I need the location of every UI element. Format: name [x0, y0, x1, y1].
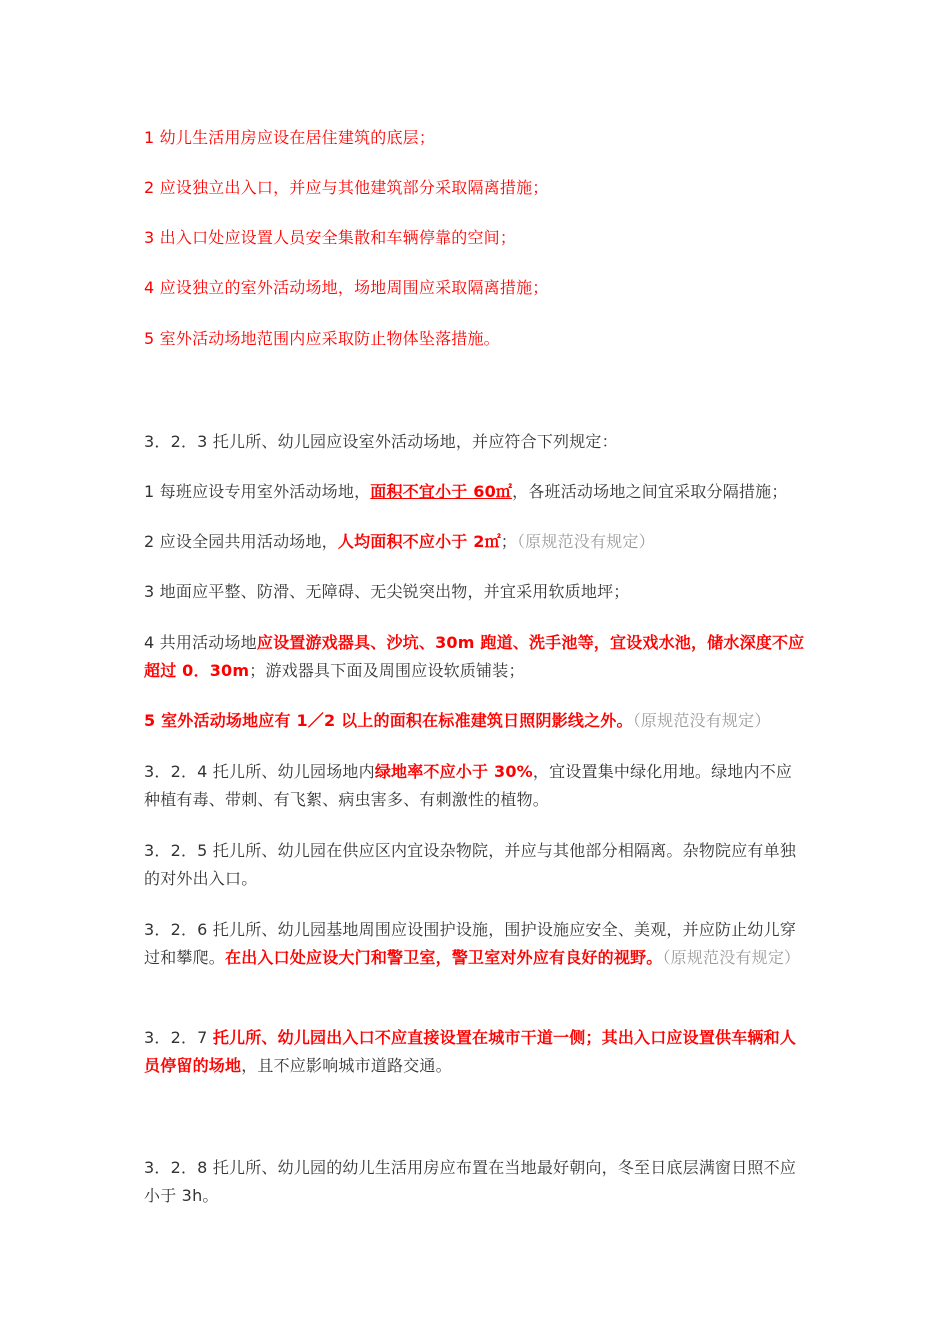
list-item-2: 2 应设独立出入口，并应与其他建筑部分采取隔离措施； — [144, 178, 549, 197]
item-1-text-a: 1 每班应设专用室外活动场地， — [144, 482, 371, 501]
clause-3-2-6-note: （原规范没有规定） — [662, 948, 801, 967]
clause-3-2-3-item-3: 3 地面应平整、防滑、无障碍、无尖锐突出物，并宜采用软质地坪； — [144, 582, 630, 601]
item-4-emphasis: 应设置游戏器具、沙坑、30m 跑道、洗手池等，宜设戏水池，储水深度不应超过 0．30m — [144, 633, 805, 680]
item-2-text-c: ； — [500, 532, 517, 551]
clause-3-2-3-item-2 — [144, 528, 808, 556]
item-2-note: （原规范没有规定） — [516, 532, 655, 551]
clause-3-2-3-item-5 — [144, 707, 808, 735]
list-item-4: 4 应设独立的室外活动场地，场地周围应采取隔离措施； — [144, 278, 549, 297]
clause-3-2-6 — [144, 916, 808, 972]
clause-3-2-3-heading: 3．2．3 托儿所、幼儿园应设室外活动场地，并应符合下列规定： — [144, 432, 618, 451]
clause-3-2-7-text-a: 3．2．7 — [144, 1028, 213, 1047]
list-item-1: 1 幼儿生活用房应设在居住建筑的底层； — [144, 128, 436, 147]
clause-3-2-3-item-4 — [144, 629, 808, 685]
list-item-5: 5 室外活动场地范围内应采取防止物体坠落措施。 — [144, 329, 500, 348]
clause-3-2-4-text-c: ，宜设置集中绿化用地。绿地内不应种植有毒、带刺、有飞絮、病虫害多、有刺激性的植物。 — [144, 762, 793, 809]
item-1-emphasis: 面积不宜小于 60㎡ — [370, 482, 513, 501]
clause-3-2-4 — [144, 758, 808, 814]
clause-3-2-7-text-c: ，且不应影响城市道路交通。 — [241, 1056, 452, 1075]
item-5-emphasis: 5 室外活动场地应有 1／2 以上的面积在标准建筑日照阴影线之外。 — [144, 711, 633, 730]
item-2-emphasis: 人均面积不应小于 2㎡ — [337, 532, 501, 551]
clause-3-2-6-emphasis: 在出入口处应设大门和警卫室，警卫室对外应有良好的视野。 — [225, 948, 663, 967]
item-4-text-c: ；游戏器具下面及周围应设软质铺装； — [249, 661, 525, 680]
item-4-text-a: 4 共用活动场地 — [144, 633, 257, 652]
clause-3-2-7 — [144, 1024, 808, 1080]
clause-3-2-4-emphasis: 绿地率不应小于 30% — [374, 762, 533, 781]
clause-3-2-5: 3．2．5 托儿所、幼儿园在供应区内宜设杂物院，并应与其他部分相隔离。杂物院应有单独的对外出入口。 — [144, 841, 797, 888]
clause-3-2-8: 3．2．8 托儿所、幼儿园的幼儿生活用房应布置在当地最好朝向，冬至日底层满窗日照不应小于 3h。 — [144, 1158, 797, 1205]
item-5-note: （原规范没有规定） — [632, 711, 771, 730]
item-2-text-a: 2 应设全园共用活动场地， — [144, 532, 338, 551]
clause-3-2-7-emphasis: 托儿所、幼儿园出入口不应直接设置在城市干道一侧；其出入口应设置供车辆和人员停留的场地 — [144, 1028, 797, 1075]
clause-3-2-3-item-1 — [144, 478, 808, 506]
clause-3-2-4-text-a: 3．2．4 托儿所、幼儿园场地内 — [144, 762, 375, 781]
list-item-3: 3 出入口处应设置人员安全集散和车辆停靠的空间； — [144, 228, 517, 247]
item-1-text-c: ，各班活动场地之间宜采取分隔措施； — [512, 482, 788, 501]
clause-3-2-6-text-a: 3．2．6 托儿所、幼儿园基地周围应设围护设施，围护设施应安全、美观，并应防止幼儿穿过和攀爬。 — [144, 920, 797, 967]
